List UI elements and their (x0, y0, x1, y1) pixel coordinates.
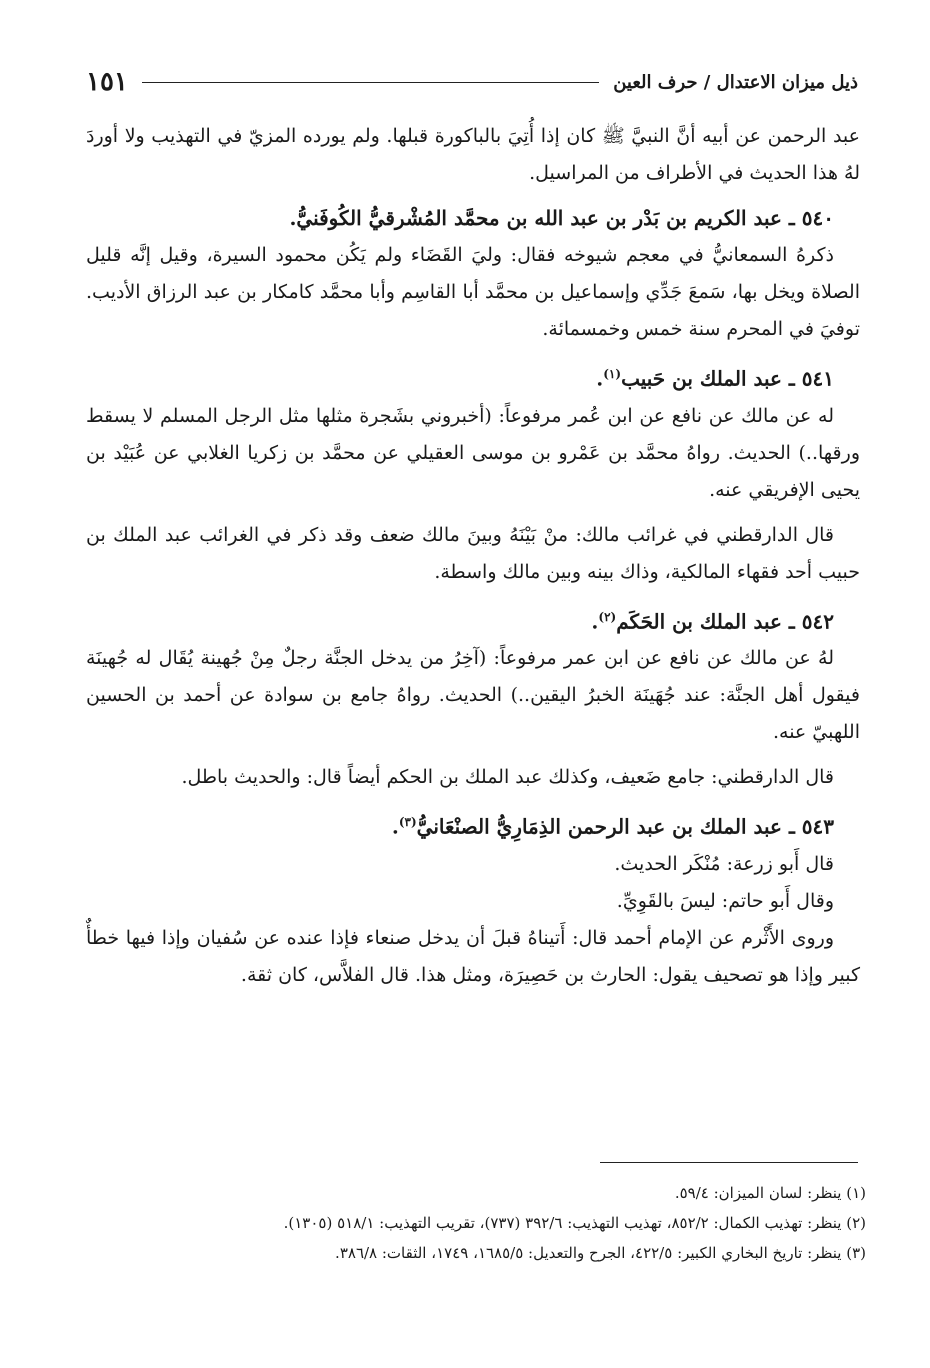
entry-543-heading: ٥٤٣ ـ عبد الملك بن عبد الرحمن الذِمَارِيُّ الصنْعَانيُّ$^{(٣)}$. (391, 814, 834, 839)
header-rule (142, 82, 599, 83)
entry-540-title: ٥٤٠ ـ عبد الكريم بن بَدْر بن عبد الله بن محمَّد المُشْرقيُّ الكُوفَنيُّ. (289, 206, 834, 230)
footnote-ref-2: (٢) (598, 609, 617, 624)
entry-543-text: وروى الأَثْرم عن الإمام أحمد قال: أَتيناهُ قبلَ أن يدخل صنعاء فإذا عنده عن سُفيان وإذا فيها خطأٌ كبير وإذا هو تصحيف يقول: الحارث بن حَصِيرَة، ومثل هذا. قال الفلاَّس، كان ثقة. (86, 926, 860, 986)
entry-542-text: لهُ عن مالك عن نافع عن ابن عمر مرفوعاً: (آخِرُ من يدخل الجنَّة رجلٌ مِنْ جُهينة يُقَال له جُهينَة فيقول أهل الجنَّة: عند جُهَينَة الخبرُ اليقين..) الحديث. رواهُ جامع بن سوادة عن أحمد بن الحسين اللهبيّ عنه. (86, 647, 860, 744)
entry-543-line-2: وقال أَبو حاتم: ليسَ بالقَوِيِّ. (616, 889, 834, 912)
entry-541-title: ٥٤١ ـ عبد الملك بن حَبيب (621, 366, 834, 391)
paragraph-continuation: عبد الرحمن عن أبيه أنَّ النبيَّ ﷺ كان إذا أُتِيَ بالباكورة قبلها. ولم يورده المزيّ في التهذيب ولا أوردَ لهُ هذا الحديث في الأطراف من المراسيل. (86, 125, 860, 184)
entry-541-text-2: قال الدارقطني في غرائب مالك: منْ بَيْنَهُ وبينَ مالك ضعف وقد ذكر في الغرائب عبد الملك بن حبيب أحد فقهاء المالكية، وذاك بينه وبين مالك واسطة. (86, 523, 860, 583)
footnotes (86, 1178, 866, 1268)
header-title: ذيل ميزان الاعتدال / حرف العين (613, 71, 858, 93)
footnote-ref-1: (١) (603, 367, 622, 381)
page-number: ١٥١ (86, 67, 128, 97)
entry-542-text-2: قال الدارقطني: جامع ضَعيف، وكذلك عبد الملك بن الحكم أيضاً قال: والحديث باطل. (181, 766, 834, 789)
entry-542-heading: ٥٤٢ ـ عبد الملك بن الحَكَم$^{(٢)}$. (591, 609, 834, 634)
footnote-ref-3: (٣) (398, 815, 417, 830)
entry-541-text: له عن مالك عن نافع عن ابن عُمر مرفوعاً: (أخبروني بشَجرة مثلها مثل الرجل المسلم لا يسقط ورقها..) الحديث. رواهُ محمَّد بن عَمْرو بن موسى العقيلي عن محمَّد بن زكريا الغلابي عن عُبَيْد بن يحيى الإفريقي عنه. (86, 404, 860, 501)
footnote-2: (٢) ينظر: تهذيب الكمال: ٨٥٢/٢، تهذيب التهذيب: ٣٩٢/٦ (٧٣٧)، تقريب التهذيب: ٥١٨/١ (١٣٠٥). (283, 1214, 866, 1232)
entry-542-title: ٥٤٢ ـ عبد الملك بن الحَكَم (616, 609, 834, 634)
entry-541-heading: ٥٤١ ـ عبد الملك بن حَبيب$^{(١)}$. (596, 366, 834, 391)
entry-543-title: ٥٤٣ ـ عبد الملك بن عبد الرحمن الذِمَارِيُّ الصنْعَانيُّ (416, 814, 834, 839)
entry-540-text: ذكرهُ السمعانيُّ في معجم شيوخه فقال: وليَ القَضَاء ولم يَكُن محمود السيرة، وقيل إنَّه قليل الصلاة ويخل بها، سَمعَ جَدِّي وإسماعيل بن محمَّد أبا القاسِم وأبا محمَّد كامكار بن عبد الرزاق الأديب. توفيَ في المحرم سنة خمس وخمسمائة. (86, 244, 860, 340)
footnote-1: (١) ينظر: لسان الميزان: ٥٩/٤. (674, 1184, 866, 1202)
footnote-3: (٣) ينظر: تاريخ البخاري الكبير: ٤٢٢/٥، الجرح والتعديل: ١٦٨٥/٥، ١٧٤٩، الثقات: ٣٨٦/٨. (335, 1244, 866, 1262)
running-header (86, 62, 858, 102)
main-text (86, 118, 860, 994)
entry-543-line-1: قال أَبو زرعة: مُنْكَر الحديث. (614, 852, 834, 875)
footnote-separator (600, 1162, 858, 1163)
